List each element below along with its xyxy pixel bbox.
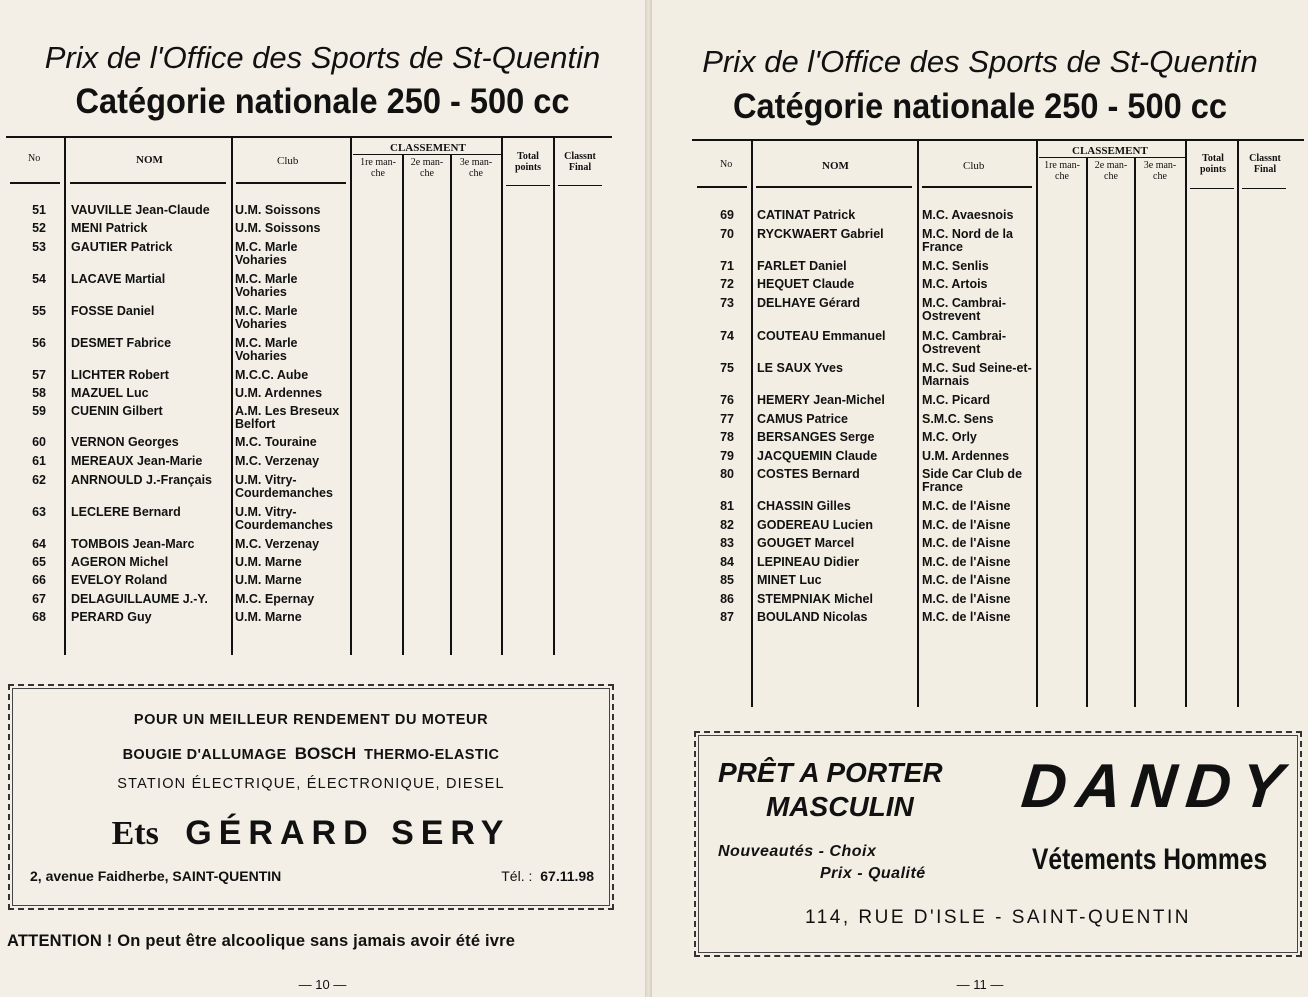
racer-name: AGERON Michel: [71, 555, 169, 569]
racer-name: ANRNOULD J.-Français: [71, 473, 212, 487]
ad-address: 2, avenue Faidherbe, SAINT-QUENTIN: [30, 868, 282, 884]
racer-name: LEPINEAU Didier: [757, 555, 860, 569]
ad-address: 114, RUE D'ISLE - SAINT-QUENTIN: [805, 907, 1191, 928]
racer-club: M.C. Orly: [922, 430, 977, 444]
racer-club: M.C. Epernay: [235, 592, 315, 606]
column-divider: [450, 155, 452, 655]
racer-number: 87: [720, 610, 734, 624]
racer-club: M.C. de l'Aisne: [922, 518, 1011, 532]
column-divider: [1086, 158, 1088, 707]
racer-number: 85: [720, 573, 734, 587]
racer-name: LE SAUX Yves: [757, 361, 843, 375]
racer-club: M.C. Marle Voharies: [235, 240, 298, 267]
ad-product-line: [10, 744, 612, 764]
racer-number: 78: [720, 430, 734, 444]
racer-name: COUTEAU Emmanuel: [757, 329, 886, 343]
racer-club: M.C. Cambrai-Ostrevent: [922, 329, 1007, 356]
racer-name: CUENIN Gilbert: [71, 404, 163, 418]
racer-club: U.M. Marne: [235, 573, 302, 587]
page-title: Prix de l'Office des Sports de St-Quentin: [702, 44, 1258, 79]
racer-number: 64: [32, 537, 46, 551]
ad-product-label: BOUGIE D'ALLUMAGE: [122, 747, 287, 763]
racer-club: M.C. Senlis: [922, 259, 989, 273]
ad-company-name: GÉRARD SERY: [185, 814, 511, 852]
page-11: [652, 0, 1308, 997]
racer-club: M.C. Verzenay: [235, 454, 320, 468]
ad-features: Nouveautés - Choix: [718, 843, 877, 860]
ad-headline: PRÊT A PORTER: [718, 757, 943, 788]
column-divider: [917, 141, 919, 707]
header-total: Total points: [514, 151, 542, 173]
racer-club: U.M. Marne: [235, 555, 302, 569]
page-10: [0, 0, 645, 997]
racer-name: HEQUET Claude: [757, 277, 855, 291]
racer-number: 66: [32, 573, 46, 587]
ad-brand-dandy: DANDY: [1018, 752, 1297, 821]
racer-number: 69: [720, 208, 734, 222]
header-underline: [1242, 188, 1286, 189]
ad-company: [10, 814, 612, 853]
racer-name: GAUTIER Patrick: [71, 240, 173, 254]
page-subtitle: Catégorie nationale 250 - 500 cc: [733, 87, 1227, 126]
classement-underline: [353, 154, 501, 155]
racer-name: BOULAND Nicolas: [757, 610, 868, 624]
racer-club: M.C. Avaesnois: [922, 208, 1014, 222]
racer-club: U.M. Vitry-Courdemanches: [235, 505, 333, 532]
racer-number: 53: [32, 240, 46, 254]
column-divider: [501, 138, 503, 655]
racer-club: Side Car Club de France: [922, 467, 1023, 494]
racer-name: GOUGET Marcel: [757, 536, 855, 550]
header-total: Total points: [1199, 153, 1227, 175]
ad-tagline: Vétements Hommes: [1032, 843, 1268, 876]
header-underline: [10, 182, 60, 184]
racer-club: A.M. Les Breseux Belfort: [235, 404, 340, 431]
racer-club: M.C. de l'Aisne: [922, 555, 1011, 569]
racer-number: 62: [32, 473, 46, 487]
racer-number: 59: [32, 404, 46, 418]
racer-club: U.M. Ardennes: [922, 449, 1010, 463]
racer-number: 56: [32, 336, 46, 350]
racer-number: 63: [32, 505, 46, 519]
racer-name: RYCKWAERT Gabriel: [757, 227, 884, 241]
header-underline: [70, 182, 226, 184]
racer-number: 77: [720, 412, 734, 426]
racer-name: VERNON Georges: [71, 435, 179, 449]
page-title: Prix de l'Office des Sports de St-Quentin: [44, 40, 601, 75]
column-divider: [1185, 141, 1187, 707]
racer-number: 54: [32, 272, 46, 286]
racer-club: U.M. Ardennes: [235, 386, 323, 400]
ad-phone: [501, 868, 594, 884]
racer-number: 52: [32, 221, 46, 235]
racer-number: 86: [720, 592, 734, 606]
ad-subheadline: MASCULIN: [766, 791, 914, 822]
ad-phone-label: Tél. :: [501, 868, 533, 884]
racer-number: 82: [720, 518, 734, 532]
column-divider: [553, 138, 555, 655]
header-manche-2: 2e man-che: [1094, 160, 1128, 182]
racer-name: FARLET Daniel: [757, 259, 847, 273]
racer-number: 65: [32, 555, 46, 569]
racer-club: S.M.C. Sens: [922, 412, 994, 426]
racer-name: STEMPNIAK Michel: [757, 592, 873, 606]
racer-name: HEMERY Jean-Michel: [757, 393, 885, 407]
racer-name: PERARD Guy: [71, 610, 152, 624]
header-classement: CLASSEMENT: [390, 142, 466, 154]
racer-name: BERSANGES Serge: [757, 430, 875, 444]
header-nom: NOM: [822, 160, 849, 172]
racer-number: 73: [720, 296, 734, 310]
racer-name: DELHAYE Gérard: [757, 296, 861, 310]
ad-features-2: Prix - Qualité: [820, 865, 926, 882]
racer-club: M.C. Marle Voharies: [235, 336, 298, 363]
header-classement: CLASSEMENT: [1072, 145, 1148, 157]
ad-phone-number: 67.11.98: [540, 868, 594, 884]
racer-number: 70: [720, 227, 734, 241]
racer-number: 79: [720, 449, 734, 463]
ad-product-name: THERMO-ELASTIC: [364, 747, 500, 763]
racer-club: U.M. Soissons: [235, 221, 321, 235]
page-subtitle: Catégorie nationale 250 - 500 cc: [75, 82, 570, 121]
racer-number: 61: [32, 454, 46, 468]
racer-name: MEREAUX Jean-Marie: [71, 454, 203, 468]
racer-number: 83: [720, 536, 734, 550]
racer-club: M.C. Cambrai-Ostrevent: [922, 296, 1007, 323]
header-manche-3: 3e man-che: [459, 157, 493, 179]
racer-club: U.M. Vitry-Courdemanches: [235, 473, 333, 500]
racer-club: M.C.C. Aube: [235, 368, 309, 382]
ad-services: STATION ÉLECTRIQUE, ÉLECTRONIQUE, DIESEL: [117, 776, 505, 792]
racer-club: M.C. Verzenay: [235, 537, 320, 551]
racer-club: M.C. Marle Voharies: [235, 272, 298, 299]
header-underline: [506, 185, 550, 186]
advertisement-dandy: [694, 731, 1302, 957]
footer-note: ATTENTION ! On peut être alcoolique sans jamais avoir été ivre: [7, 932, 516, 950]
racer-name: VAUVILLE Jean-Claude: [71, 203, 210, 217]
ad-company-prefix: Ets: [111, 815, 159, 852]
column-divider: [64, 138, 66, 655]
racer-number: 80: [720, 467, 734, 481]
racer-name: TOMBOIS Jean-Marc: [71, 537, 195, 551]
racer-number: 51: [32, 203, 46, 217]
header-final: Classnt Final: [1249, 153, 1281, 175]
racer-number: 84: [720, 555, 734, 569]
header-club: Club: [277, 155, 299, 167]
racer-number: 55: [32, 304, 46, 318]
column-divider: [1237, 141, 1239, 707]
racer-club: M.C. Nord de la France: [922, 227, 1013, 254]
racer-name: MENI Patrick: [71, 221, 148, 235]
racer-number: 57: [32, 368, 46, 382]
racer-name: DELAGUILLAUME J.-Y.: [71, 592, 208, 606]
racer-number: 67: [32, 592, 46, 606]
column-divider: [350, 138, 352, 655]
page-number: — 10 —: [298, 977, 347, 992]
spine-gutter: [645, 0, 652, 997]
header-nom: NOM: [136, 154, 163, 166]
racer-number: 75: [720, 361, 734, 375]
racer-club: M.C. de l'Aisne: [922, 573, 1011, 587]
page-number: — 11 —: [956, 977, 1004, 992]
table-top-rule: [6, 136, 612, 138]
racer-name: COSTES Bernard: [757, 467, 860, 481]
header-underline: [697, 186, 747, 188]
racer-number: 60: [32, 435, 46, 449]
header-underline: [1190, 188, 1234, 189]
racer-club: M.C. Touraine: [235, 435, 317, 449]
racer-club: M.C. Artois: [922, 277, 988, 291]
header-underline: [236, 182, 346, 184]
column-divider: [1036, 141, 1038, 707]
racer-name: CATINAT Patrick: [757, 208, 856, 222]
header-manche-1: 1re man-che: [360, 157, 396, 179]
racer-name: LICHTER Robert: [71, 368, 169, 382]
classement-underline: [1039, 157, 1185, 158]
advertisement-gerard-sery: [8, 684, 614, 910]
header-manche-1: 1re man-che: [1044, 160, 1080, 182]
racer-club: M.C. Picard: [922, 393, 991, 407]
racer-club: M.C. Sud Seine-et-Marnais: [922, 361, 1032, 388]
racer-name: CAMUS Patrice: [757, 412, 848, 426]
header-club: Club: [963, 160, 985, 172]
racer-name: EVELOY Roland: [71, 573, 168, 587]
racer-name: JACQUEMIN Claude: [757, 449, 878, 463]
racer-name: DESMET Fabrice: [71, 336, 172, 350]
racer-name: MAZUEL Luc: [71, 386, 149, 400]
column-divider: [751, 141, 753, 707]
header-underline: [756, 186, 912, 188]
header-underline: [558, 185, 602, 186]
header-manche-3: 3e man-che: [1143, 160, 1177, 182]
racer-club: U.M. Marne: [235, 610, 302, 624]
header-no: No: [720, 159, 733, 170]
racer-number: 76: [720, 393, 734, 407]
column-divider: [231, 138, 233, 655]
column-divider: [402, 155, 404, 655]
racer-club: M.C. de l'Aisne: [922, 499, 1011, 513]
header-manche-2: 2e man-che: [410, 157, 444, 179]
header-no: No: [28, 153, 41, 164]
racer-number: 68: [32, 610, 46, 624]
ad-brand-bosch: BOSCH: [294, 744, 357, 763]
racer-club: U.M. Soissons: [235, 203, 321, 217]
racer-club: M.C. de l'Aisne: [922, 610, 1011, 624]
racer-number: 71: [720, 259, 734, 273]
racer-number: 81: [720, 499, 734, 513]
racer-number: 58: [32, 386, 46, 400]
table-top-rule: [692, 139, 1304, 141]
racer-name: CHASSIN Gilles: [757, 499, 851, 513]
header-underline: [922, 186, 1032, 188]
racer-club: M.C. de l'Aisne: [922, 536, 1011, 550]
racer-name: MINET Luc: [757, 573, 822, 587]
racer-name: GODEREAU Lucien: [757, 518, 873, 532]
racer-number: 74: [720, 329, 734, 343]
column-divider: [1134, 158, 1136, 707]
racer-club: M.C. Marle Voharies: [235, 304, 298, 331]
ad-headline: POUR UN MEILLEUR RENDEMENT DU MOTEUR: [133, 712, 489, 728]
header-final: Classnt Final: [564, 151, 596, 173]
racer-number: 72: [720, 277, 734, 291]
racer-name: LECLERE Bernard: [71, 505, 181, 519]
racer-club: M.C. de l'Aisne: [922, 592, 1011, 606]
racer-name: FOSSE Daniel: [71, 304, 155, 318]
racer-name: LACAVE Martial: [71, 272, 166, 286]
